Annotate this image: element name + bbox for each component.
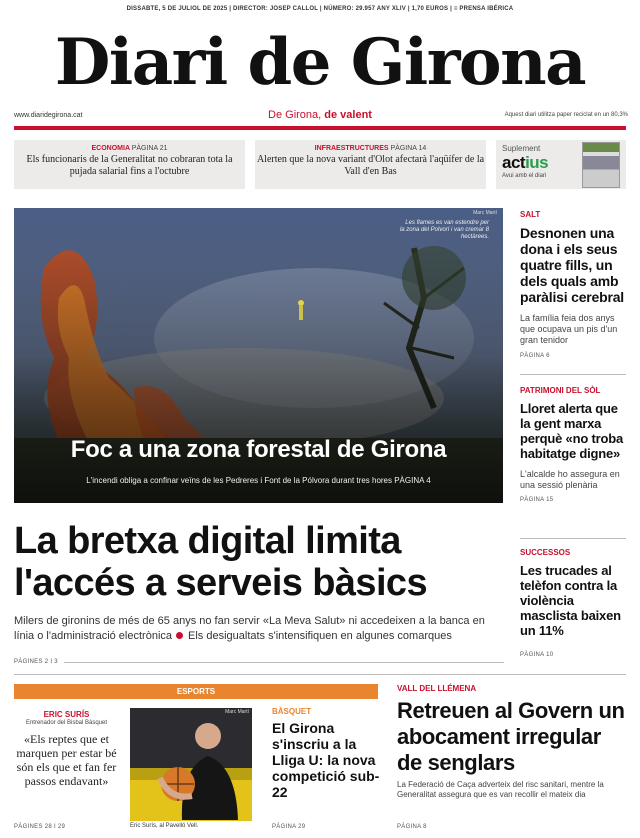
sports-interview[interactable] (14, 710, 119, 788)
newspaper-title: Diari de Girona (54, 25, 586, 100)
main-headline[interactable]: La bretxa digital limita l'accés a serveis bàsics (14, 520, 427, 604)
photo-side-caption: Les flames es van estendre per la zona del Polvorí i van cremar 8 hectàrees. (399, 220, 489, 240)
sports-photo-caption: Eric Surís, al Pavelló Vell. (130, 823, 199, 829)
divider (64, 662, 504, 663)
interviewee-role: Entrenador del Bisbal Bàsquet (25, 720, 108, 726)
side-body: La família feia dos anys que ocupava un pis d'un gran tenidor (520, 313, 618, 345)
main-deck: Milers de gironins de més de 65 anys no fan servir «La Meva Salut» ni accedeixen a la banca en línia o l'administració electrònica Els desigualtats s'intensifiquen en algunes comarques (14, 615, 485, 642)
supplement-label: Suplement (502, 144, 541, 153)
side-page-ref: PÀGINA 6 (520, 353, 550, 359)
side-kicker: SALT (520, 210, 541, 219)
vall-kicker: VALL DEL LLÉMENA (397, 684, 477, 693)
side-headline[interactable]: Lloret alerta que la gent marxa perquè «no troba habitatge digne» (520, 401, 623, 461)
supplement-logo: actius (502, 153, 549, 172)
vall-page-ref: PÀGINA 8 (397, 824, 427, 830)
basquet-story[interactable] (272, 707, 382, 800)
masthead-divider (14, 126, 626, 130)
side-body: L'alcalde ho assegura en una sessió plenària (520, 469, 620, 490)
side-story-salt[interactable] (520, 210, 626, 359)
basquet-page-ref: PÀGINA 29 (272, 824, 306, 830)
main-page-ref: PÀGINES 2 I 3 (14, 659, 58, 665)
teaser-text: Els funcionaris de la Generalitat no cobraran tota la pujada salarial fins a l'octubre (26, 154, 233, 177)
vall-llemena-story[interactable] (397, 684, 626, 800)
paper-note: Aquest diari utilitza paper reciclat en un 80,3% (504, 112, 628, 118)
sports-page-ref: PÀGINES 28 I 29 (14, 824, 66, 830)
teaser-kicker: INFRAESTRUCTURES PÀGINA 14 (314, 145, 427, 152)
side-kicker: PATRIMONI DEL SÒL (520, 386, 601, 395)
supplement-sub: Avui amb el diari (502, 173, 547, 179)
photo-credit: Marc Martí (473, 210, 497, 216)
teaser-infraestructures[interactable] (255, 140, 486, 189)
side-story-lloret[interactable] (520, 386, 626, 503)
teaser-kicker: ECONOMIA PÀGINA 21 (91, 145, 168, 152)
side-kicker: SUCCESSOS (520, 548, 571, 557)
photo-headline[interactable]: Foc a una zona forestal de Girona (70, 436, 447, 463)
sports-photo-credit: Marc Martí (225, 709, 249, 715)
website-url: www.diaridegirona.cat (14, 112, 83, 119)
supplement-cover-thumbnail (582, 142, 620, 188)
supplement-promo[interactable] (496, 140, 626, 189)
motto: De Girona, de valent (268, 109, 372, 121)
interviewee-name: ERIC SURÍS (43, 710, 90, 719)
interview-quote[interactable]: «Els reptes que et marquen per estar bé són els que et fan fer passos endavant» (16, 732, 117, 788)
teaser-economia[interactable] (14, 140, 245, 189)
divider (14, 674, 626, 675)
teaser-text: Alerten que la nova variant d'Olot afectarà l'aqüífer de la Vall d'en Bas (256, 154, 485, 177)
divider (520, 538, 626, 539)
sports-section-bar[interactable]: ESPORTS (14, 684, 378, 699)
side-headline[interactable]: Les trucades al telèfon contra la violència masclista baixen un 11% (520, 563, 621, 638)
vall-headline[interactable]: Retreuen al Govern un abocament irregular de senglars (397, 698, 625, 775)
coach-photo-image (130, 708, 252, 821)
photo-subline: L'incendi obliga a confinar veïns de les Pedreres i Font de la Pólvora durant tres hores PÀGINA 4 (86, 476, 431, 485)
side-page-ref: PÀGINA 10 (520, 652, 554, 658)
divider (520, 374, 626, 375)
basquet-headline[interactable]: El Girona s'inscriu a la Lliga U: la nova competició sub-22 (272, 720, 380, 800)
side-story-successos[interactable] (520, 548, 626, 658)
side-headline[interactable]: Desnonen una dona i els seus quatre fills, un dels quals amb paràlisi cerebral (520, 225, 624, 305)
vall-body: La Federació de Caça adverteix del risc sanitari, mentre la Generalitat assegura que es van recollir el mateix dia (397, 780, 604, 799)
lead-photo[interactable] (14, 208, 503, 503)
sports-photo[interactable] (130, 708, 252, 821)
basquet-kicker: BÀSQUET (272, 707, 312, 716)
masthead-topline: DISSABTE, 5 DE JULIOL DE 2025 | DIRECTOR: JOSEP CALLOL | NÚMERO: 29.957 ANY XLIV | 1,70 EUROS | ≡ PRENSA IBÉRICA (126, 6, 514, 12)
side-page-ref: PÀGINA 15 (520, 497, 554, 503)
bullet-dot (176, 632, 183, 639)
